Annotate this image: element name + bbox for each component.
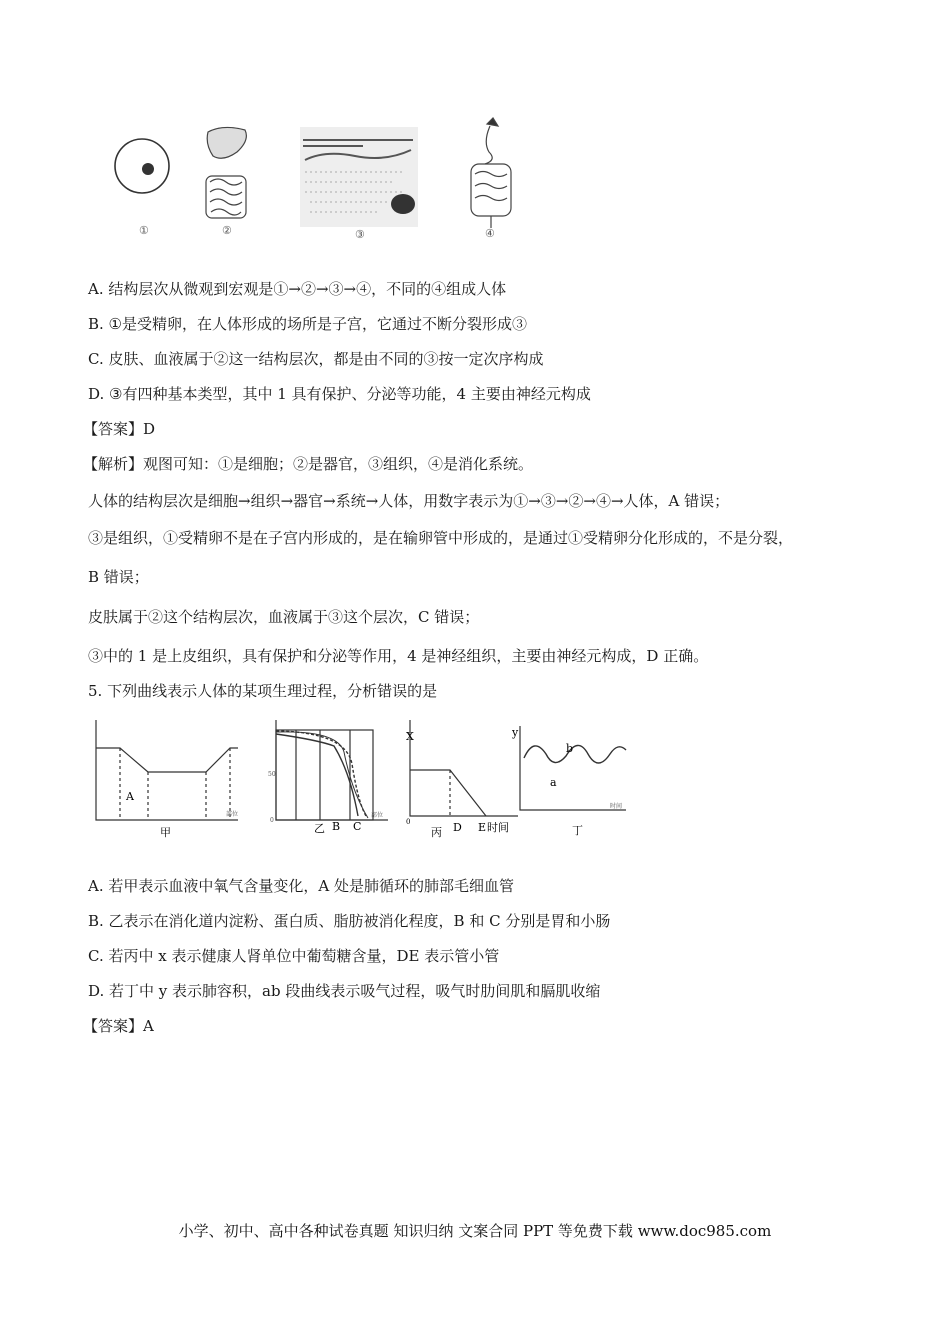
physiology-curves-figure (88, 712, 638, 840)
figure-label-1: ① (139, 224, 149, 237)
yi-name: 乙 (314, 822, 325, 835)
yi-xaxis-label: 部位 (371, 812, 384, 819)
organ-illustration (206, 127, 246, 218)
q5-option-c: C. 若丙中 x 表示健康人肾单位中葡萄糖含量，DE 表示管小管 (88, 947, 500, 965)
figure-label-2: ② (222, 224, 232, 237)
jia-point-a: A (126, 790, 134, 803)
q4-option-c: C. 皮肤、血液属于②这一结构层次，都是由不同的③按一定次序构成 (88, 350, 544, 368)
cell-illustration (115, 139, 169, 193)
q4-analysis-5: ③中的 1 是上皮组织，具有保护和分泌等作用，4 是神经组织，主要由神经元构成，D 正确。 (88, 647, 709, 665)
structure-levels-figure (105, 112, 525, 242)
yi-y-zero: 0 (270, 817, 274, 824)
q4-analysis-0: 【解析】观图可知：①是细胞；②是器官，③组织，④是消化系统。 (83, 455, 534, 473)
graph-yi (276, 720, 388, 820)
footer-text: 小学、初中、高中各种试卷真题 知识归纳 文案合同 PPT 等免费下载 www.doc985.com (178, 1222, 772, 1240)
ding-axis-y: y (512, 726, 519, 739)
graph-bing (410, 720, 518, 816)
q4-analysis-2: ③是组织，①受精卵不是在子宫内形成的，是在输卵管中形成的，是通过①受精卵分化形成的，不是分裂， (88, 529, 794, 547)
yi-point-b: B (332, 820, 341, 833)
ding-name: 丁 (572, 824, 583, 837)
system-illustration (471, 118, 511, 228)
q4-analysis-3: B 错误； (88, 568, 149, 586)
q5-answer: 【答案】A (83, 1017, 154, 1035)
bing-name: 丙 (431, 826, 442, 839)
figure-label-3: ③ (355, 228, 365, 241)
bing-xaxis-label: 时间 (487, 821, 509, 834)
ding-point-b: b (566, 742, 574, 755)
q4-option-a: A. 结构层次从微观到宏观是①→②→③→④，不同的④组成人体 (88, 280, 507, 298)
q5-stem: 5. 下列曲线表示人体的某项生理过程，分析错误的是 (88, 682, 438, 700)
tissue-illustration (300, 127, 418, 227)
bing-axis-x: X (406, 730, 414, 743)
yi-y-mid: 50 (268, 771, 276, 778)
bing-origin: 0 (406, 818, 411, 826)
q4-answer: 【答案】D (83, 420, 156, 438)
q5-option-b: B. 乙表示在消化道内淀粉、蛋白质、脂肪被消化程度，B 和 C 分别是胃和小肠 (88, 912, 611, 930)
ding-xaxis-label: 时间 (610, 803, 623, 810)
yi-point-c: C (353, 820, 362, 833)
jia-xaxis-label: 部位 (226, 811, 239, 818)
q4-option-d: D. ③有四种基本类型，其中 1 具有保护、分泌等功能，4 主要由神经元构成 (88, 385, 591, 403)
jia-name: 甲 (160, 826, 171, 839)
q4-analysis-1: 人体的结构层次是细胞→组织→器官→系统→人体，用数字表示为①→③→②→④→人体，A 错误； (88, 492, 730, 510)
q4-option-b: B. ①是受精卵，在人体形成的场所是子宫，它通过不断分裂形成③ (88, 315, 528, 333)
graph-jia (96, 720, 238, 820)
bing-point-d: D (453, 821, 462, 834)
q5-option-d: D. 若丁中 y 表示肺容积，ab 段曲线表示吸气过程，吸气时肋间肌和膈肌收缩 (88, 982, 601, 1000)
q5-option-a: A. 若甲表示血液中氧气含量变化，A 处是肺循环的肺部毛细血管 (88, 877, 514, 895)
ding-point-a: a (550, 776, 557, 789)
figure-label-4: ④ (485, 227, 495, 240)
bing-point-e: E (478, 821, 487, 834)
q4-analysis-4: 皮肤属于②这个结构层次，血液属于③这个层次，C 错误； (88, 608, 480, 626)
graph-ding (520, 726, 626, 810)
